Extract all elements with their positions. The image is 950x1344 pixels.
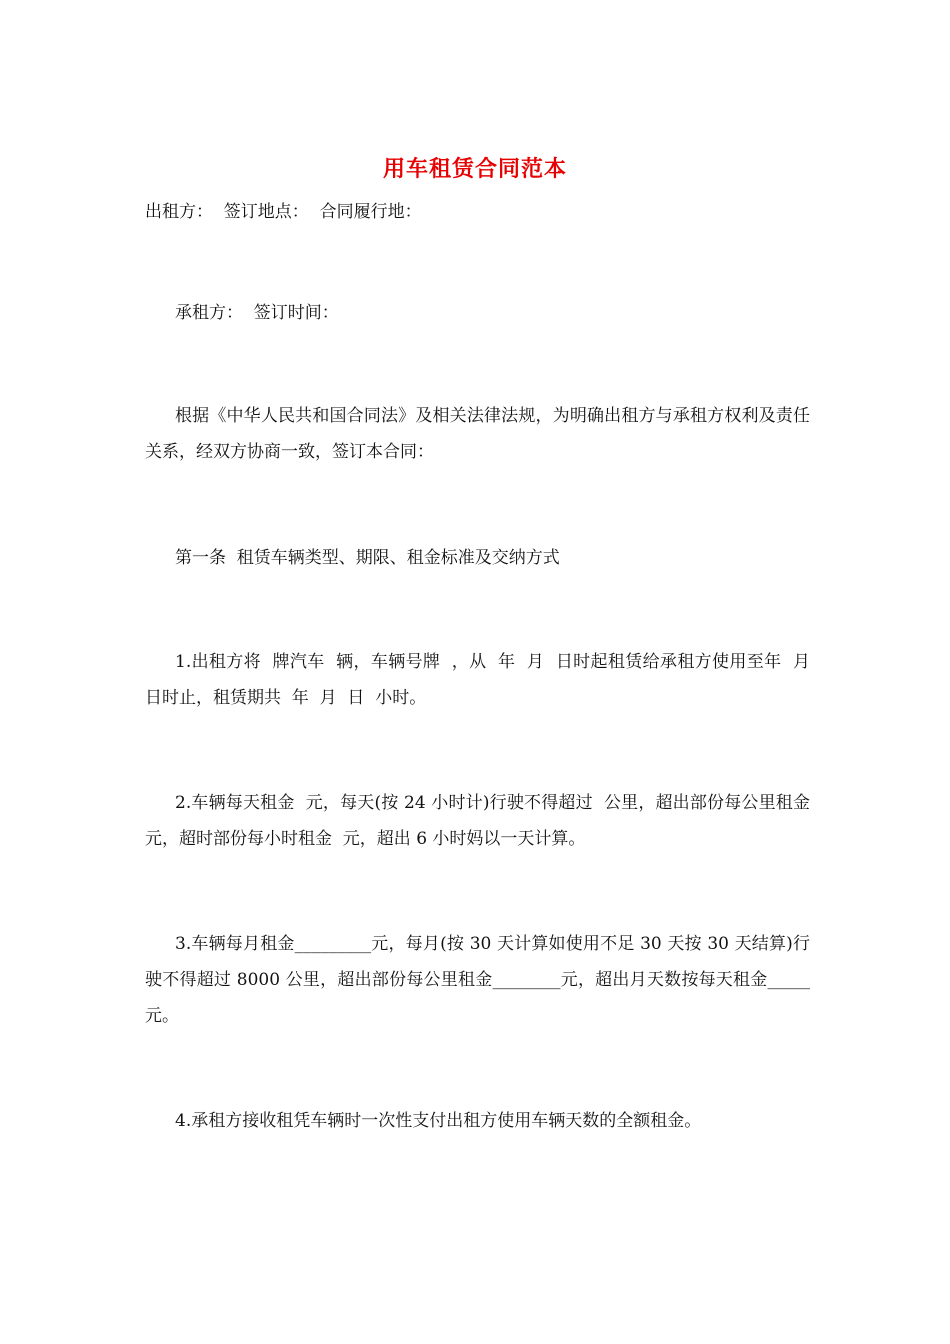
article-1-heading: 第一条 租赁车辆类型、期限、租金标准及交纳方式 xyxy=(175,548,560,568)
preamble-paragraph: 根据《中华人民共和国合同法》及相关法律法规，为明确出租方与承租方权利及责任关系，经双方协商一致，签订本合同： xyxy=(145,406,810,462)
document-title: 用车租赁合同范本 xyxy=(382,156,567,182)
clause-2: 2.车辆每天租金 元，每天(按 24 小时计)行驶不得超过 公里，超出部份每公里租金 元，超时部份每小时租金 元，超出 6 小时妈以一天计算。 xyxy=(145,793,821,849)
lessor-line: 出租方： 签订地点： 合同履行地： xyxy=(145,202,422,222)
lessee-line: 承租方： 签订时间： xyxy=(175,303,339,323)
clause-4: 4.承租方接收租凭车辆时一次性支付出租方使用车辆天数的全额租金。 xyxy=(175,1111,702,1131)
clause-3: 3.车辆每月租金_________元，每月(按 30 天计算如使用不足 30 天按 30 天结算)行驶不得超过 8000 公里，超出部份每公里租金________元，超出月天数按每天租金_____元。 xyxy=(145,934,810,1026)
clause-1: 1.出租方将 牌汽车 辆，车辆号牌 ，从 年 月 日时起租赁给承租方使用至年 月 日时止，租赁期共 年 月 日 小时。 xyxy=(145,652,821,708)
